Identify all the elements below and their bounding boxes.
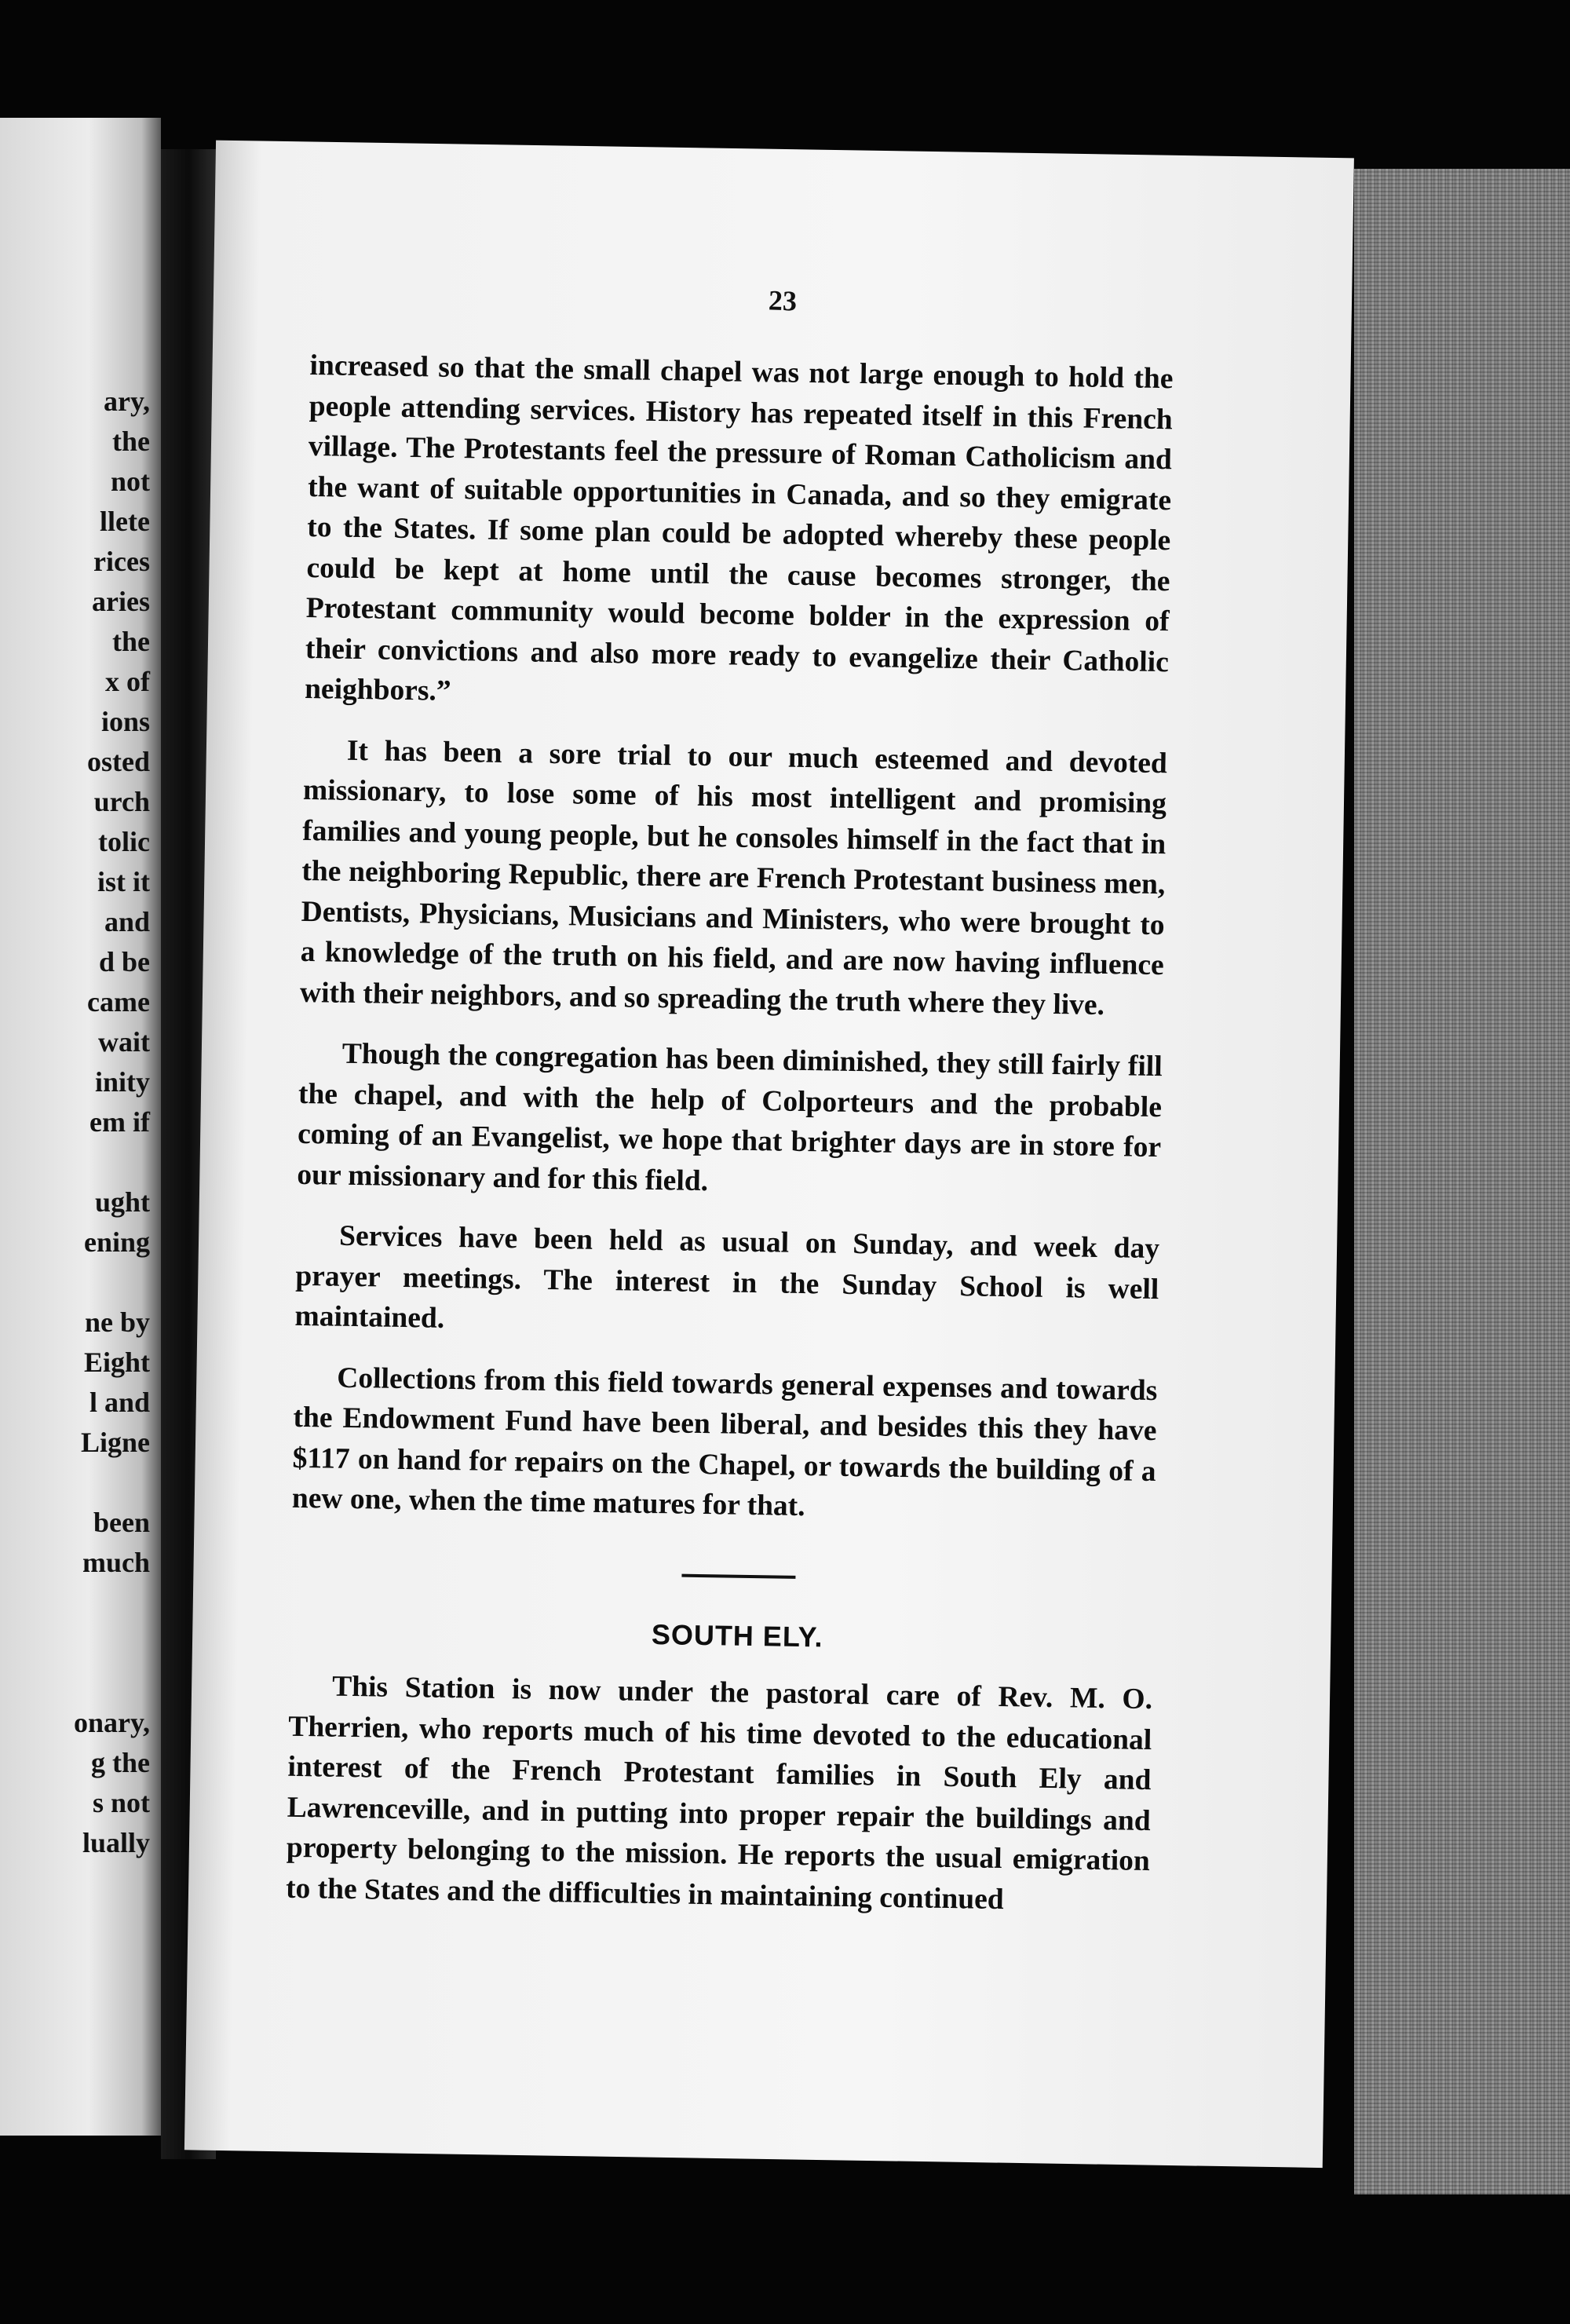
left-page-line: ening bbox=[83, 1226, 150, 1258]
paragraph-3: Though the congregation has been diminished, they still fairly fill the chapel, and with the help of Colporteurs and the probable coming of an Evangelist, we hope that brighter days are in store for our missionary and for this field. bbox=[297, 1037, 1163, 1197]
left-page-fragment bbox=[0, 118, 161, 2136]
page-text bbox=[286, 345, 1174, 1922]
left-page-line: ught bbox=[94, 1186, 150, 1218]
left-page-line: g the bbox=[91, 1747, 150, 1778]
left-page-line: ary, bbox=[104, 386, 150, 417]
left-page-line: s not bbox=[92, 1787, 150, 1818]
left-page-line: the bbox=[112, 426, 150, 457]
paragraph-2: It has been a sore trial to our much esteemed and devoted missionary, to lose some of his most intelligent and promising families and young people, but he consoles himself in the fact that in the neighboring Republic, there are French Protestant business men, Dentists, Physicians, Musicians and Ministers, who were brought to a knowledge of the truth on his field, and are now having influence with their neighbors, and so spreading the truth where they live. bbox=[299, 734, 1168, 1021]
left-page-line: been bbox=[93, 1507, 150, 1538]
left-page-line: x of bbox=[105, 666, 150, 697]
left-page-line: ist it bbox=[97, 866, 150, 897]
left-page-line: l and bbox=[89, 1387, 150, 1418]
left-page-line: came bbox=[87, 986, 150, 1018]
section-heading: SOUTH ELY. bbox=[651, 1617, 823, 1653]
left-page-line: and bbox=[104, 906, 150, 937]
left-page-line: much bbox=[82, 1547, 150, 1578]
left-page-line: not bbox=[110, 466, 150, 497]
left-page-line: lually bbox=[82, 1827, 150, 1858]
left-page-line: urch bbox=[93, 786, 150, 817]
left-page-line: Ligne bbox=[80, 1427, 150, 1458]
left-page-line: llete bbox=[100, 506, 150, 537]
paragraph-5: Collections from this field towards general expenses and towards the Endowment Fund have been liberal, and besides this they have $117 on hand for repairs on the Chapel, or towards the building of a new one, when the time matures for that. bbox=[291, 1361, 1158, 1523]
left-page-line: ne by bbox=[84, 1306, 150, 1338]
left-page-line: ions bbox=[100, 706, 150, 737]
left-page-line: d be bbox=[98, 946, 150, 977]
page-number: 23 bbox=[768, 284, 798, 317]
left-page-line: Eight bbox=[83, 1347, 150, 1378]
left-page-line: the bbox=[112, 626, 150, 657]
page-edges bbox=[1354, 169, 1570, 2194]
left-page-line: em if bbox=[89, 1106, 150, 1138]
section-divider bbox=[681, 1573, 795, 1578]
left-page-line: tolic bbox=[98, 826, 150, 857]
left-page-line: inity bbox=[94, 1066, 150, 1098]
paragraph-1: increased so that the small chapel was not large enough to hold the people attending services. History has repeated itself in this French village. The Protestants feel the pressure of Roman Catholicism and the want of suitable opportunities in Canada, and so they emigrate to the States. If some plan could be adopted whereby these people could be kept at home until the cause becomes stronger, the Protestant community would become bolder in the expression of their convictions and also more ready to evangelize their Catholic neighbors.” bbox=[304, 349, 1174, 707]
paragraph-4: Services have been held as usual on Sunday, and week day prayer meetings. The interest in the Sunday School is well maintained. bbox=[294, 1219, 1160, 1335]
left-page-line: rices bbox=[93, 546, 150, 577]
left-page-line: wait bbox=[98, 1026, 150, 1058]
left-page-line: osted bbox=[87, 746, 150, 777]
left-page-line: aries bbox=[92, 586, 150, 617]
section-paragraph: This Station is now under the pastoral care of Rev. M. O. Therrien, who reports much of his time devoted to the educational interest of the French Protestant families in South Ely and Lawrenceville, and in putting into proper repair the buildings and property belonging to the mission. He reports the usual emigration to the States and the difficulties in maintaining continued bbox=[285, 1670, 1153, 1916]
left-page-line: onary, bbox=[73, 1707, 150, 1738]
